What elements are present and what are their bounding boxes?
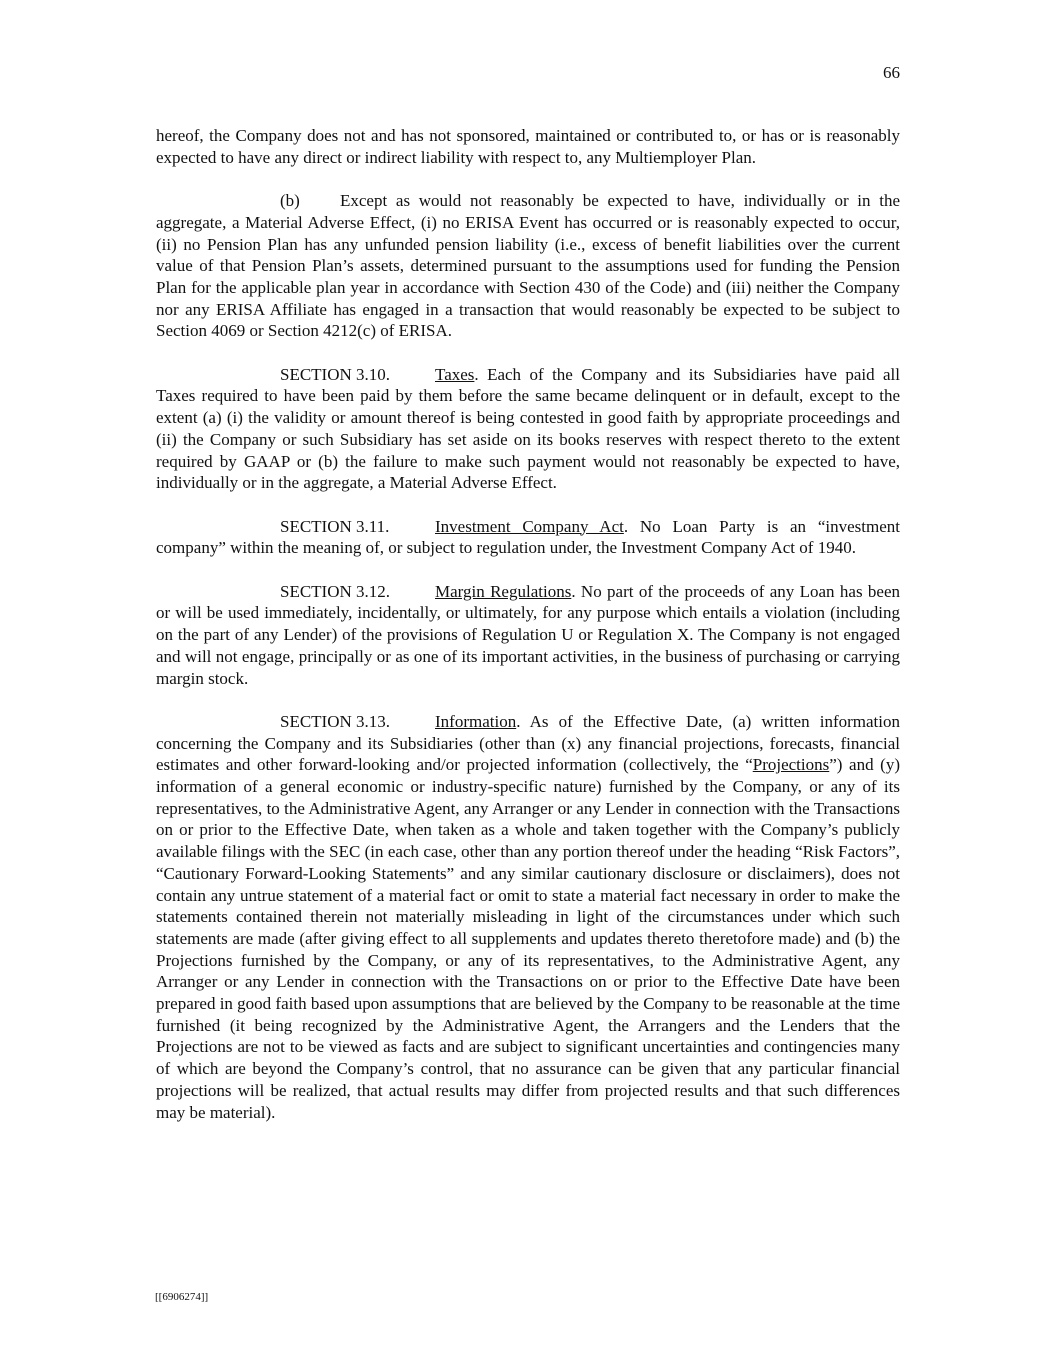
section-heading: Investment Company Act bbox=[435, 516, 624, 536]
section-text: . No Loan Party is an “investment company” within the meaning of, or subject to regulation under, the Investment Company Act of 1940. bbox=[156, 516, 900, 558]
clause-label: (b) bbox=[280, 191, 300, 211]
section-number: SECTION 3.12. bbox=[280, 581, 391, 601]
section-heading: Margin Regulations bbox=[435, 581, 572, 601]
section-number: SECTION 3.13. bbox=[280, 711, 391, 731]
page-number: 66 bbox=[883, 63, 900, 82]
paragraph-continuation bbox=[156, 125, 900, 168]
section-number: SECTION 3.10. bbox=[280, 364, 391, 384]
section-heading: Taxes bbox=[435, 364, 475, 384]
section-text: . As of the Effective Date, (a) written information concerning the Company and its Subsidiaries (other than (x) any financial projections, forecasts, financial estimates and other forward-looking and/or projected information (collectively, the “ bbox=[156, 711, 900, 775]
section-heading: Information bbox=[435, 711, 517, 731]
document-body bbox=[156, 125, 900, 1145]
paragraph-text: hereof, the Company does not and has not sponsored, maintained or contributed to, or has or is reasonably expected to have any direct or indirect liability with respect to, any Multiemployer Plan. bbox=[156, 126, 900, 167]
section-text: . Each of the Company and its Subsidiaries have paid all Taxes required to have been paid by them before the same became delinquent or in default, except to the extent (a) (i) the validity or amount thereof is being contested in good faith by appropriate proceedings and (ii) the Company or such Subsidiary has set aside on its books reserves with respect thereto to the extent required by GAAP or (b) the failure to make such payment would not reasonably be expected to have, individually or in the aggregate, a Material Adverse Effect. bbox=[156, 364, 900, 493]
section-3-10 bbox=[156, 364, 900, 494]
section-3-13 bbox=[156, 711, 900, 1123]
section-3-11 bbox=[156, 516, 900, 559]
section-text: . No part of the proceeds of any Loan has been or will be used immediately, incidentally, or ultimately, for any purpose which entails a violation (including on the part of any Lender) of the provisions of Regulation U or Regulation X. The Company is not engaged and will not engage, principally or as one of its important activities, in the business of purchasing or carrying margin stock. bbox=[156, 581, 901, 688]
section-text: ”) and (y) information of a general economic or industry-specific nature) furnished by the Company, or any of its representatives, to the Administrative Agent, any Arranger or any Lender in connection with the Transactions on or prior to the Effective Date, when taken as a whole and taken together with the Company’s publicly available filings with the SEC (in each case, other than any portion thereof under the heading “Risk Factors”, “Cautionary Forward-Looking Statements” and any similar cautionary disclosure or disclaimers), does not contain any untrue statement of a material fact or omit to state a material fact necessary in order to make the statements contained therein not materially misleading in light of the circumstances under which such statements are made (after giving effect to all supplements and updates thereto theretofore made) and (b) the Projections furnished by the Company, or any of its representatives, to the Administrative Agent, any Arranger or any Lender in connection with the Transactions on or prior to the Effective Date have been prepared in good faith based upon assumptions that are believed by the Company to be reasonable at the time furnished (it being recognized by the Administrative Agent, the Arrangers and the Lenders that the Projections are not to be viewed as facts and are subject to significant uncertainties and contingencies many of which are beyond the Company’s control, that no assurance can be given that any particular financial projections will be realized, that actual results may differ from projected results and that such differences may be material). bbox=[156, 755, 901, 1122]
document-footer-id: [[6906274]] bbox=[155, 1291, 209, 1303]
section-3-12 bbox=[156, 581, 900, 690]
defined-term: Projections bbox=[752, 755, 830, 775]
paragraph-text: Except as would not reasonably be expected to have, individually or in the aggregate, a Material Adverse Effect, (i) no ERISA Event has occurred or is reasonably expected to occur, (ii) no Pension Plan has any unfunded pension liability (i.e., excess of benefit liabilities over the current value of that Pension Plan’s assets, determined pursuant to the assumptions used for funding the Pension Plan for the applicable plan year in accordance with Section 430 of the Code) and (iii) neither the Company nor any ERISA Affiliate has engaged in a transaction that would reasonably be expected to be subject to Section 4069 or Section 4212(c) of ERISA. bbox=[156, 191, 900, 341]
paragraph-b bbox=[156, 190, 900, 342]
section-number: SECTION 3.11. bbox=[280, 516, 390, 536]
